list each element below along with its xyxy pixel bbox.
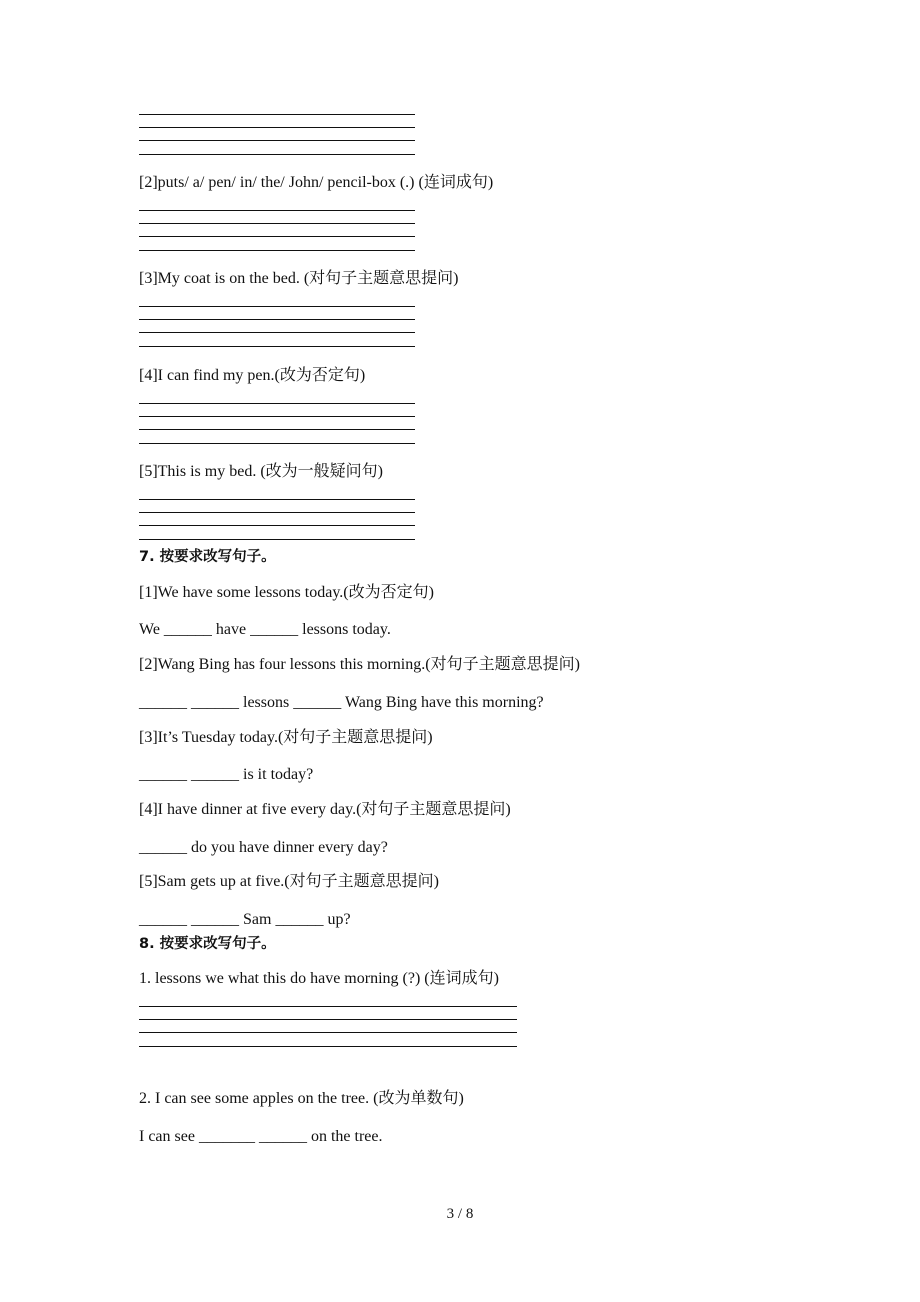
fill-in-answer: ______ ______ lessons ______ Wang Bing have this morning?	[139, 694, 544, 711]
question-prompt: 1. lessons we what this do have morning (?) (连词成句)	[139, 970, 499, 987]
question-prompt: [5]Sam gets up at five.(对句子主题意思提问)	[139, 873, 439, 890]
page-number: 3 / 8	[446, 1206, 474, 1222]
question-prompt: [2]puts/ a/ pen/ in/ the/ John/ pencil-box (.) (连词成句)	[139, 174, 494, 191]
question-prompt: 2. I can see some apples on the tree. (改为单数句)	[139, 1090, 464, 1107]
fill-in-answer: ______ ______ Sam ______ up?	[139, 911, 351, 928]
question-prompt: [1]We have some lessons today.(改为否定句)	[139, 584, 434, 601]
question-prompt: [3]It’s Tuesday today.(对句子主题意思提问)	[139, 729, 433, 746]
question-prompt: [4]I have dinner at five every day.(对句子主题意思提问)	[139, 801, 511, 818]
section-heading: 8. 按要求改写句子。	[139, 936, 276, 952]
question-prompt: [2]Wang Bing has four lessons this morning.(对句子主题意思提问)	[139, 656, 580, 673]
answer-lines	[139, 210, 415, 263]
question-prompt: [3]My coat is on the bed. (对句子主题意思提问)	[139, 270, 459, 287]
section-heading: 7. 按要求改写句子。	[139, 549, 276, 565]
question-prompt: [4]I can find my pen.(改为否定句)	[139, 367, 366, 384]
answer-lines	[139, 499, 415, 552]
fill-in-answer: ______ do you have dinner every day?	[139, 839, 388, 856]
fill-in-answer: ______ ______ is it today?	[139, 766, 314, 783]
question-prompt: [5]This is my bed. (改为一般疑问句)	[139, 463, 383, 480]
answer-lines	[139, 403, 415, 456]
answer-lines	[139, 114, 415, 167]
answer-lines	[139, 1006, 517, 1059]
fill-in-answer: I can see _______ ______ on the tree.	[139, 1128, 383, 1145]
fill-in-answer: We ______ have ______ lessons today.	[139, 621, 391, 638]
answer-lines	[139, 306, 415, 359]
